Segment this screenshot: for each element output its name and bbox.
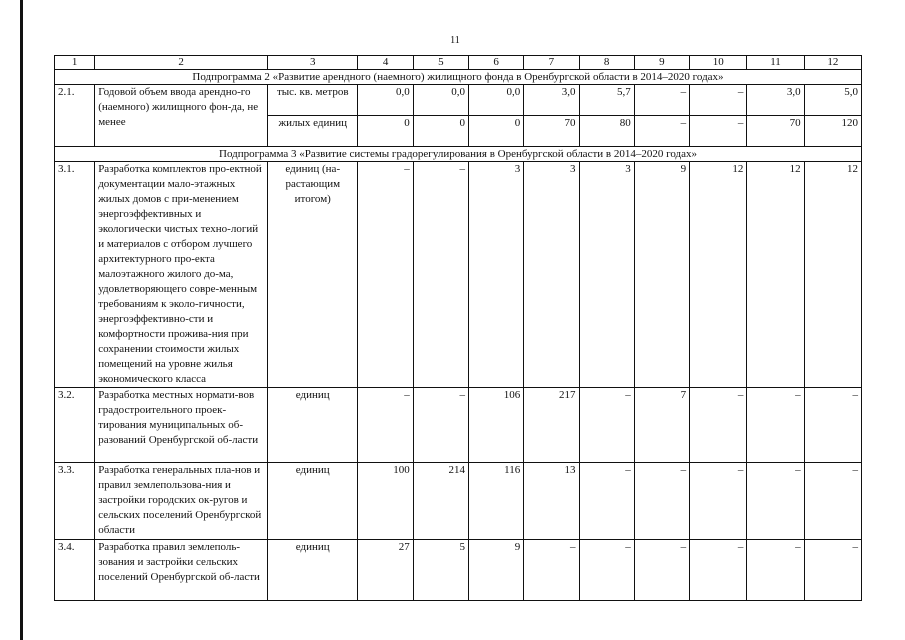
table-row bbox=[55, 85, 862, 116]
indicator-name: Разработка комплектов про-ектной документации мало-этажных жилых домов с при-менением энергоэффективных и экологически чистых техно-логий и материалов с отбором лучшего архитектурного про-екта малоэтажного жилого до-ма, удовлетворяющего совре-менным требованиям к эколо-гичности, энергоэффективно-сти и комфортности прожива-ния при сохранении стоимости жилых помещений на уровне жилья экономического класса bbox=[95, 162, 268, 388]
value-cell: – bbox=[690, 116, 747, 147]
value-cell: 0,0 bbox=[358, 85, 413, 116]
column-header: 10 bbox=[690, 56, 747, 70]
unit-cell: единиц bbox=[268, 388, 358, 463]
row-number: 3.3. bbox=[55, 463, 95, 540]
indicator-name: Разработка правил землеполь-зования и застройки сельских поселений Оренбургской об-ласти bbox=[95, 540, 268, 601]
value-cell: 5 bbox=[413, 540, 468, 601]
row-number: 2.1. bbox=[55, 85, 95, 147]
indicator-name: Разработка генеральных пла-нов и правил землепользова-ния и застройки городских ок-ругов и сельских поселений Оренбургской области bbox=[95, 463, 268, 540]
value-cell: – bbox=[747, 463, 804, 540]
value-cell: 217 bbox=[524, 388, 579, 463]
value-cell: 7 bbox=[634, 388, 689, 463]
value-cell: 12 bbox=[804, 162, 861, 388]
value-cell: – bbox=[690, 540, 747, 601]
column-header: 4 bbox=[358, 56, 413, 70]
value-cell: – bbox=[804, 463, 861, 540]
value-cell: – bbox=[634, 540, 689, 601]
unit-cell: тыс. кв. метров bbox=[268, 85, 358, 116]
indicators-table bbox=[54, 55, 862, 601]
value-cell: 13 bbox=[524, 463, 579, 540]
column-header: 3 bbox=[268, 56, 358, 70]
value-cell: 116 bbox=[469, 463, 524, 540]
value-cell: – bbox=[747, 388, 804, 463]
value-cell: 0 bbox=[413, 116, 468, 147]
unit-cell: единиц bbox=[268, 540, 358, 601]
column-header: 5 bbox=[413, 56, 468, 70]
row-number: 3.4. bbox=[55, 540, 95, 601]
value-cell: 9 bbox=[469, 540, 524, 601]
value-cell: – bbox=[358, 388, 413, 463]
value-cell: 100 bbox=[358, 463, 413, 540]
value-cell: 3,0 bbox=[747, 85, 804, 116]
value-cell: 3 bbox=[579, 162, 634, 388]
value-cell: – bbox=[634, 116, 689, 147]
column-header: 7 bbox=[524, 56, 579, 70]
value-cell: 0,0 bbox=[469, 85, 524, 116]
value-cell: 3,0 bbox=[524, 85, 579, 116]
value-cell: – bbox=[690, 388, 747, 463]
value-cell: – bbox=[524, 540, 579, 601]
value-cell: – bbox=[579, 540, 634, 601]
value-cell: – bbox=[690, 463, 747, 540]
indicator-name: Годовой объем ввода арендно-го (наемного) жилищного фон-да, не менее bbox=[95, 85, 268, 147]
value-cell: 70 bbox=[524, 116, 579, 147]
value-cell: 12 bbox=[690, 162, 747, 388]
value-cell: 120 bbox=[804, 116, 861, 147]
value-cell: – bbox=[358, 162, 413, 388]
value-cell: – bbox=[690, 85, 747, 116]
page-number: 11 bbox=[450, 35, 460, 46]
subprogram-2-header-row bbox=[55, 70, 862, 85]
subprogram-2-title: Подпрограмма 2 «Развитие арендного (наемного) жилищного фонда в Оренбургской области в 2014–2020 годах» bbox=[55, 70, 862, 85]
value-cell: 214 bbox=[413, 463, 468, 540]
value-cell: 9 bbox=[634, 162, 689, 388]
column-header: 12 bbox=[804, 56, 861, 70]
value-cell: 3 bbox=[469, 162, 524, 388]
column-header: 6 bbox=[469, 56, 524, 70]
value-cell: 80 bbox=[579, 116, 634, 147]
column-header: 8 bbox=[579, 56, 634, 70]
column-header: 9 bbox=[634, 56, 689, 70]
value-cell: 5,7 bbox=[579, 85, 634, 116]
value-cell: 0,0 bbox=[413, 85, 468, 116]
table-row bbox=[55, 388, 862, 463]
table-row bbox=[55, 162, 862, 388]
column-header: 11 bbox=[747, 56, 804, 70]
unit-cell: жилых единиц bbox=[268, 116, 358, 147]
value-cell: 0 bbox=[358, 116, 413, 147]
value-cell: – bbox=[413, 388, 468, 463]
value-cell: – bbox=[634, 85, 689, 116]
value-cell: – bbox=[804, 388, 861, 463]
row-number: 3.1. bbox=[55, 162, 95, 388]
value-cell: – bbox=[634, 463, 689, 540]
table-row bbox=[55, 463, 862, 540]
value-cell: – bbox=[804, 540, 861, 601]
value-cell: 0 bbox=[469, 116, 524, 147]
column-header: 2 bbox=[95, 56, 268, 70]
unit-cell: единиц (на-растающим итогом) bbox=[268, 162, 358, 388]
value-cell: 3 bbox=[524, 162, 579, 388]
value-cell: 70 bbox=[747, 116, 804, 147]
value-cell: 12 bbox=[747, 162, 804, 388]
unit-cell: единиц bbox=[268, 463, 358, 540]
value-cell: 5,0 bbox=[804, 85, 861, 116]
value-cell: – bbox=[579, 388, 634, 463]
indicator-name: Разработка местных нормати-вов градостроительного проек-тирования муниципальных об-разований Оренбургской об-ласти bbox=[95, 388, 268, 463]
value-cell: 27 bbox=[358, 540, 413, 601]
value-cell: 106 bbox=[469, 388, 524, 463]
subprogram-3-header-row bbox=[55, 147, 862, 162]
table-row bbox=[55, 540, 862, 601]
column-number-row bbox=[55, 56, 862, 70]
column-header: 1 bbox=[55, 56, 95, 70]
value-cell: – bbox=[747, 540, 804, 601]
page-left-edge bbox=[20, 0, 23, 640]
value-cell: – bbox=[579, 463, 634, 540]
row-number: 3.2. bbox=[55, 388, 95, 463]
value-cell: – bbox=[413, 162, 468, 388]
subprogram-3-title: Подпрограмма 3 «Развитие системы градорегулирования в Оренбургской области в 2014–2020 годах» bbox=[55, 147, 862, 162]
